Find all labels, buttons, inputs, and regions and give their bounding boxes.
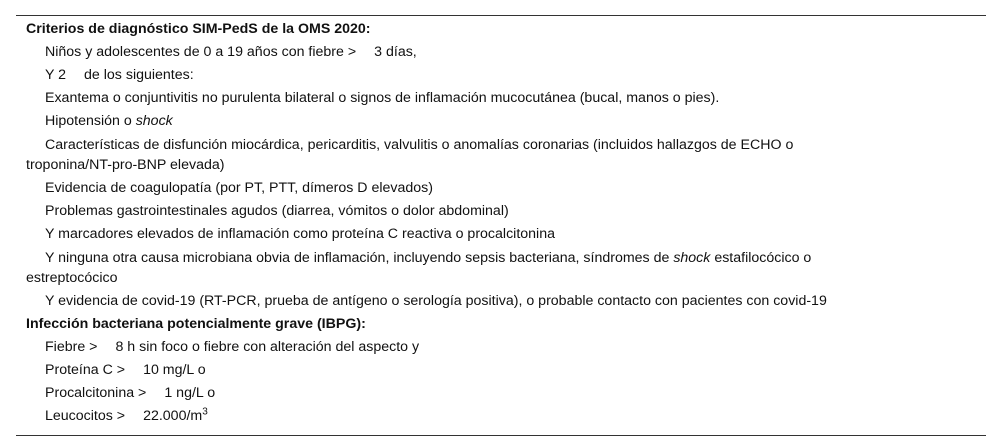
criterion-gastrointestinal: Problemas gastrointestinales agudos (diarrea, vómitos o dolor abdominal) [45,203,509,219]
criteria-table [16,15,986,436]
criterion-line [45,248,978,268]
criterion-myocardial [16,133,986,177]
criterion-no-other-cause [16,246,986,290]
criterion-coagulopathy: Evidencia de coagulopatía (por PT, PTT, dímeros D elevados) [45,180,433,196]
criterion-emphasis: shock [135,113,173,129]
criterion-age-fever [16,41,986,64]
criterion-text: 1 ng/L o [164,385,216,401]
section-heading-sim-peds: Criterios de diagnóstico SIM-PedS de la OMS 2020: [26,21,371,37]
criterion-text: 22.000/m [143,408,203,424]
criterion-text: 10 mg/L o [143,362,206,378]
criterion-procalcitonin [16,382,986,405]
criterion-line-continued: troponina/NT-pro-BNP elevada) [26,157,225,173]
criterion-text: Fiebre > [45,339,98,355]
criterion-text: Niños y adolescentes de 0 a 19 años con fiebre > [45,44,357,60]
criterion-fever-hours [16,336,986,359]
criterion-line-continued: estreptocócico [26,270,118,286]
criterion-text: Proteína C > [45,362,126,378]
criterion-line: Características de disfunción miocárdica, pericarditis, valvulitis o anomalías coronarias (incluidos hallazgos de ECHO o [45,137,794,153]
criterion-protein-c [16,359,986,382]
section-heading-ibpg: Infección bacteriana potencialmente grave (IBPG): [26,316,366,332]
criterion-text: Procalcitonina > [45,385,147,401]
criterion-text: Y 2 [45,67,67,83]
criterion-covid-evidence: Y evidencia de covid-19 (RT-PCR, prueba de antígeno o serología positiva), o probable contacto con pacientes con covid-19 [45,293,827,309]
criterion-text: Y ninguna otra causa microbiana obvia de inflamación, incluyendo sepsis bacteriana, síndromes de [45,250,674,266]
criterion-text: estafilocócico o [710,250,812,266]
criterion-text: Leucocitos > [45,408,126,424]
criterion-text: 3 días, [374,44,417,60]
criterion-inflammation-markers: Y marcadores elevados de inflamación como proteína C reactiva o procalcitonina [45,226,555,242]
criterion-hypotension [16,110,986,133]
criterion-text: de los siguientes: [84,67,194,83]
criterion-text: Hipotensión o [45,113,136,129]
superscript-exponent: 3 [202,406,208,418]
criterion-text: 8 h sin foco o fiebre con alteración del aspecto y [115,339,420,355]
criterion-leukocytes [16,405,986,428]
criterion-rash: Exantema o conjuntivitis no purulenta bilateral o signos de inflamación mucocutánea (bucal, manos o pies). [45,90,720,106]
criterion-two-of-following [16,64,986,87]
criterion-emphasis: shock [673,250,711,266]
